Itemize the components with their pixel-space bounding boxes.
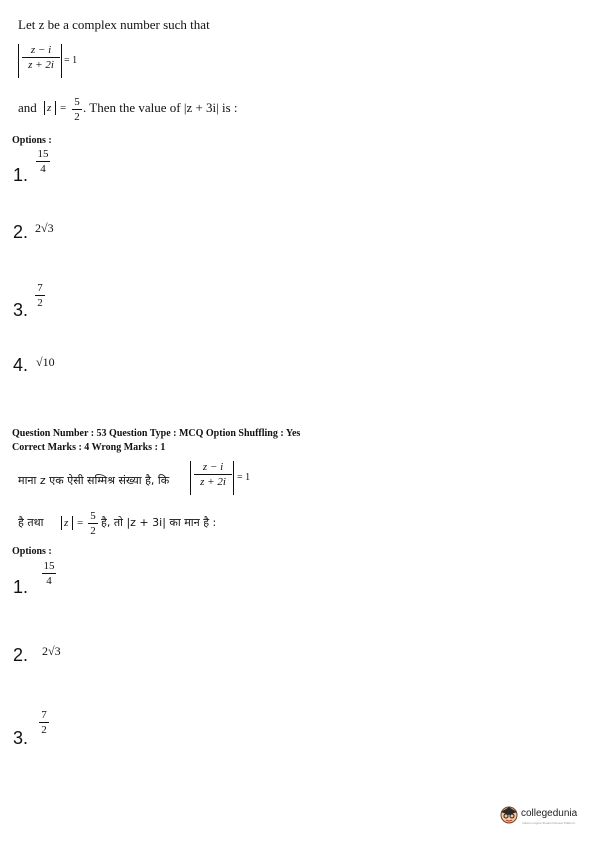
meta-line2: Correct Marks : 4 Wrong Marks : 1 bbox=[12, 442, 166, 453]
opt2-2-value: 2√3 bbox=[42, 644, 61, 658]
q1-eq-rhs: = 1 bbox=[64, 55, 78, 66]
q1-frac-num: z − i bbox=[30, 44, 52, 56]
opt1-4-value: √10 bbox=[36, 355, 55, 369]
q1-abs-z: z bbox=[47, 102, 52, 114]
opt1-3-number: 3. bbox=[13, 300, 29, 320]
q2-five-halves bbox=[88, 510, 98, 537]
q2-frac-num: z − i bbox=[202, 461, 224, 473]
q2-abs-z: z bbox=[64, 517, 69, 529]
opt1-3-top: 7 bbox=[37, 282, 43, 294]
q2-two: 2 bbox=[90, 525, 96, 537]
options-label-2: Options : bbox=[12, 546, 52, 557]
q2-frac-den: z + 2i bbox=[200, 476, 226, 488]
opt1-1-fraction bbox=[36, 148, 50, 175]
q2-eq-sign: = bbox=[77, 517, 84, 529]
opt2-3-number: 3. bbox=[13, 728, 29, 748]
q2-five: 5 bbox=[90, 510, 96, 522]
collegedunia-mascot-icon bbox=[498, 803, 520, 825]
q2-hindi-intro: माना z एक ऐसी सम्मिश्र संख्या है, कि bbox=[18, 474, 170, 487]
opt1-2-number: 2. bbox=[13, 222, 29, 242]
q2-abs-bar-right bbox=[233, 461, 234, 495]
collegedunia-tagline: India's Largest Student Review Platform bbox=[522, 821, 576, 825]
q1-fraction bbox=[22, 44, 60, 71]
meta-line1: Question Number : 53 Question Type : MCQ Option Shuffling : Yes bbox=[12, 428, 301, 439]
opt2-1-fraction bbox=[42, 560, 56, 587]
q2-abs-bar-left bbox=[190, 461, 191, 495]
q1-intro: Let z be a complex number such that bbox=[18, 17, 210, 32]
q1-two: 2 bbox=[74, 111, 80, 123]
abs-bar-left bbox=[18, 44, 19, 78]
options-label-1: Options : bbox=[12, 135, 52, 146]
q1-frac-den: z + 2i bbox=[28, 59, 54, 71]
opt2-2-number: 2. bbox=[13, 645, 29, 665]
opt1-1-number: 1. bbox=[13, 165, 29, 185]
q2-fraction bbox=[194, 461, 232, 488]
opt1-2-value: 2√3 bbox=[35, 221, 54, 235]
q2-abs-z-right bbox=[72, 516, 73, 530]
opt2-3-fraction bbox=[39, 709, 49, 736]
opt2-3-bottom: 2 bbox=[41, 724, 47, 736]
q1-and: and bbox=[18, 100, 37, 115]
q1-five: 5 bbox=[74, 96, 80, 108]
collegedunia-logo-text: collegedunia bbox=[521, 808, 578, 819]
opt2-1-bottom: 4 bbox=[46, 575, 52, 587]
opt2-1-number: 1. bbox=[13, 577, 29, 597]
q2-abs-z-left bbox=[61, 516, 62, 530]
q1-then: . Then the value of |z + 3i| is : bbox=[83, 100, 238, 115]
opt1-3-bottom: 2 bbox=[37, 297, 43, 309]
opt2-1-top: 15 bbox=[43, 560, 55, 572]
q1-eq-sign: = bbox=[60, 102, 67, 114]
q2-eq-rhs: = 1 bbox=[237, 472, 251, 483]
opt1-4-number: 4. bbox=[13, 355, 29, 375]
abs-z-right bbox=[55, 101, 56, 115]
opt1-3-fraction bbox=[35, 282, 45, 309]
opt1-1-bottom: 4 bbox=[40, 163, 46, 175]
q2-hindi-and: है तथा bbox=[18, 516, 44, 529]
abs-z-left bbox=[44, 101, 45, 115]
q2-hindi-then: है, तो |z + 3i| का मान है : bbox=[101, 516, 217, 529]
opt2-3-top: 7 bbox=[41, 709, 47, 721]
q1-five-halves bbox=[72, 96, 82, 123]
opt1-1-top: 15 bbox=[37, 148, 49, 160]
abs-bar-right bbox=[61, 44, 62, 78]
